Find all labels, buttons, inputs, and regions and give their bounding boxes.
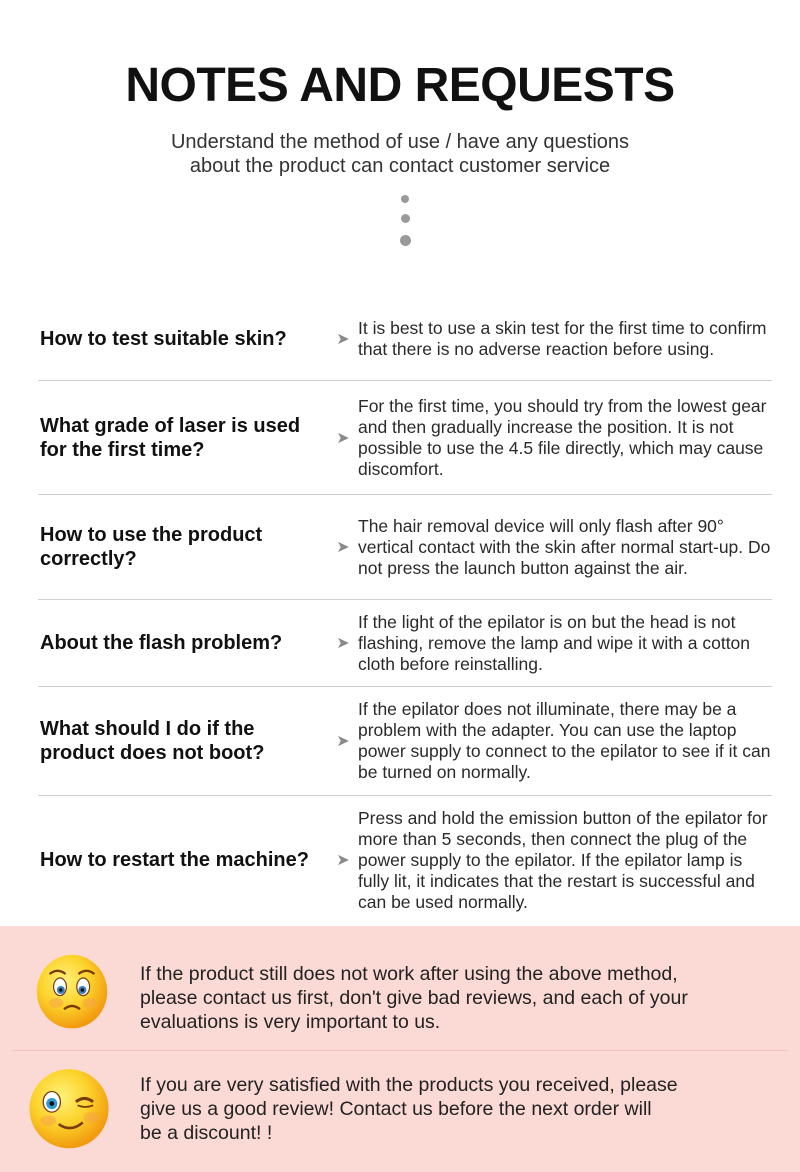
faq-answer: For the first time, you should try from the lowest gear and then gradually increase the position. It is not possible to use the 4.5 file directly, which may cause discomfort. xyxy=(358,395,767,479)
faq-question: How to test suitable skin? xyxy=(40,327,287,350)
arrow-right-icon: ➤ xyxy=(336,330,350,348)
faq-item xyxy=(38,796,772,924)
winking-face-icon xyxy=(26,1064,112,1150)
arrow-right-icon: ➤ xyxy=(336,733,350,750)
faq-answer: The hair removal device will only flash after 90° vertical contact with the skin after normal start-up. Do not press the launch button against the air. xyxy=(358,515,771,578)
page-title: NOTES AND REQUESTS xyxy=(125,59,675,112)
faq-question: What grade of laser is used for the first time? xyxy=(40,414,301,461)
faq-question: About the flash problem? xyxy=(40,632,283,654)
faq-item xyxy=(38,381,772,495)
notice-text-contact: If the product still does not work after using the above method, please contact us first, don't give bad reviews, and each of your evaluations is very important to us. xyxy=(140,963,688,1033)
page-subtitle: Understand the method of use / have any questions about the product can contact customer service xyxy=(170,131,630,177)
faq-answer: If the light of the epilator is on but the head is not flashing, remove the lamp and wipe it with a cotton cloth before reinstalling. xyxy=(358,611,751,674)
arrow-right-icon: ➤ xyxy=(336,852,350,869)
faq-answer: Press and hold the emission button of the epilator for more than 5 seconds, then connect the plug of the power supply to the epilator. If the epilator lamp is fully lit, it indicates that the restart is successful and can be used normally. xyxy=(358,807,768,912)
arrow-right-icon: ➤ xyxy=(336,539,350,556)
faq-answer: If the epilator does not illuminate, there may be a problem with the adapter. You can use the laptop power supply to connect to the epilator to see if it can be turned on normally. xyxy=(358,699,771,782)
faq-item xyxy=(38,297,772,381)
faq-question: How to use the product correctly? xyxy=(40,524,263,570)
notice-text-review: If you are very satisfied with the products you received, please give us a good review! Contact us before the next order will be a discount! ! xyxy=(140,1074,678,1144)
faq-item xyxy=(38,687,772,796)
faq-question: What should I do if the product does not boot? xyxy=(40,718,265,764)
notice-divider xyxy=(12,1050,788,1051)
faq-item xyxy=(38,600,772,687)
faq-question: How to restart the machine? xyxy=(40,849,309,871)
faq-item xyxy=(38,495,772,600)
arrow-right-icon: ➤ xyxy=(336,429,350,447)
worried-face-icon xyxy=(32,950,112,1030)
faq-answer: It is best to use a skin test for the first time to confirm that there is no adverse reaction before using. xyxy=(358,317,767,359)
arrow-right-icon: ➤ xyxy=(336,635,350,652)
